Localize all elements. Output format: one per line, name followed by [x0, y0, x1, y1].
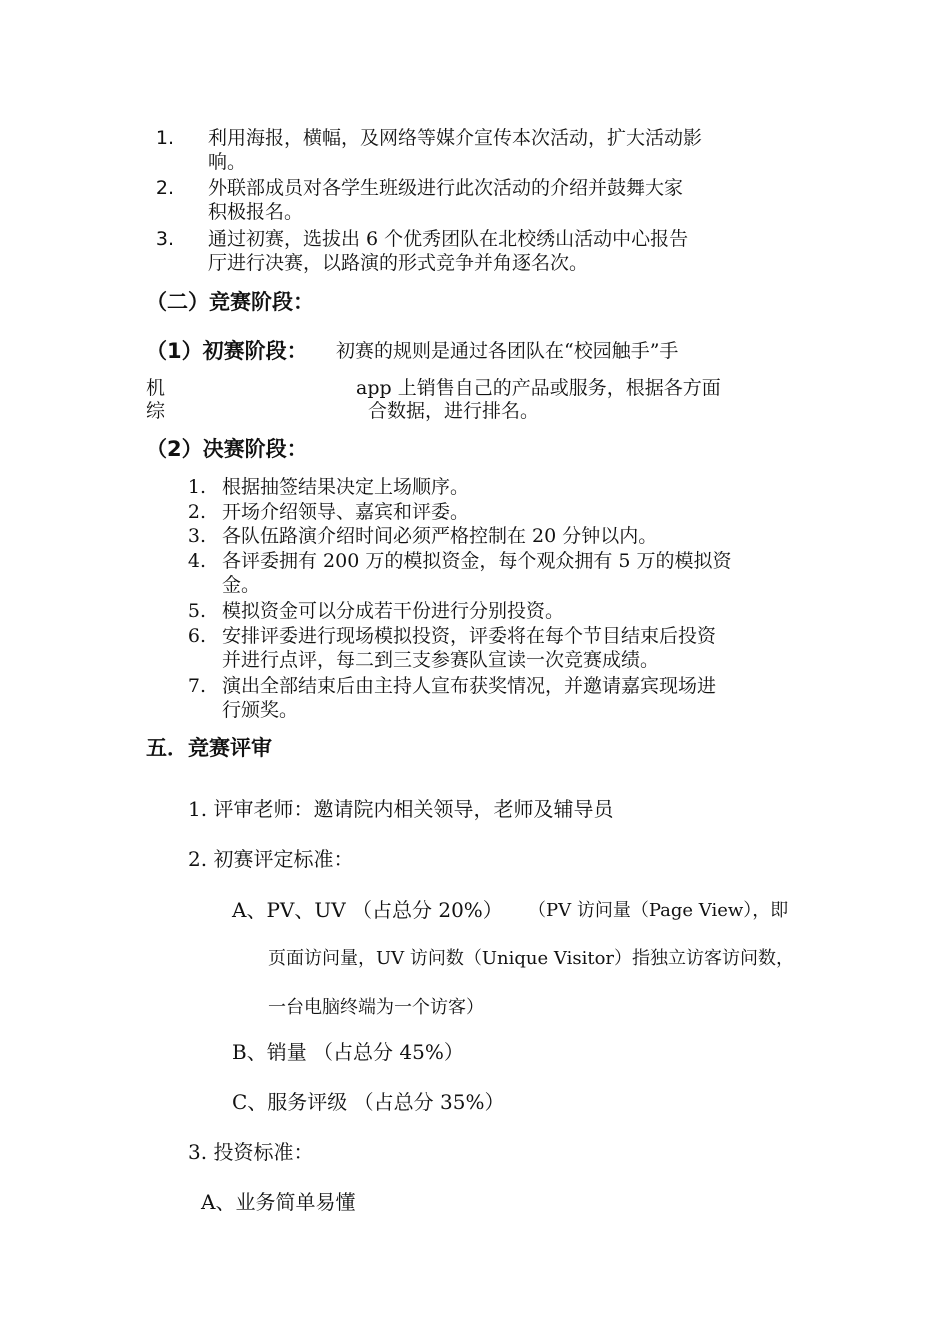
criterion-c: C、服务评级 （占总分 35%） — [232, 1090, 505, 1114]
list-number: 1. — [155, 127, 174, 149]
review-item: 3. 投资标准： — [188, 1140, 314, 1164]
list-number: 3. — [155, 228, 174, 250]
review-item: 1. 评审老师：邀请院内相关领导，老师及辅导员 — [188, 797, 614, 821]
list-item-text: 各队伍路演介绍时间必须严格控制在 20 分钟以内。 — [222, 525, 658, 547]
subsection-heading: （1）初赛阶段： — [146, 339, 308, 363]
list-number: 2. — [155, 177, 174, 199]
list-item-text: 外联部成员对各学生班级进行此次活动的介绍并鼓舞大家 — [208, 177, 684, 199]
list-number: 5. — [187, 600, 206, 622]
list-item-text: 响。 — [208, 151, 247, 173]
list-item-text: 模拟资金可以分成若干份进行分别投资。 — [222, 600, 565, 622]
list-number: 2. — [187, 501, 206, 523]
investment-criterion-a: A、业务简单易懂 — [201, 1190, 356, 1214]
list-number: 6. — [187, 625, 206, 647]
list-item-text: 金。 — [222, 574, 261, 596]
list-item-text: 厅进行决赛，以路演的形式竞争并角逐名次。 — [208, 252, 589, 274]
list-number: 4. — [187, 550, 206, 572]
paragraph-text: 合数据，进行排名。 — [368, 400, 540, 422]
list-number: 7. — [187, 675, 206, 697]
list-item-text: 根据抽签结果决定上场顺序。 — [222, 476, 470, 498]
paragraph-text: 机 — [146, 377, 166, 399]
review-item: 2. 初赛评定标准： — [188, 847, 354, 871]
section-heading: 五．竞赛评审 — [146, 736, 272, 760]
paragraph-text: 综 — [146, 400, 166, 422]
list-item-text: 安排评委进行现场模拟投资，评委将在每个节目结束后投资 — [222, 625, 717, 647]
list-number: 3. — [187, 525, 206, 547]
criterion-b: B、销量 （占总分 45%） — [232, 1040, 464, 1064]
list-item-text: 利用海报，横幅，及网络等媒介宣传本次活动，扩大活动影 — [208, 127, 703, 149]
paragraph-text: 初赛的规则是通过各团队在“校园触手”手 — [336, 340, 679, 362]
criterion-a-note: （PV 访问量（Page View），即 — [528, 900, 789, 921]
paragraph-text: app 上销售自己的产品或服务，根据各方面 — [356, 377, 721, 399]
list-item-text: 开场介绍领导、嘉宾和评委。 — [222, 501, 470, 523]
criterion-a-note: 一台电脑终端为一个访客） — [268, 997, 484, 1018]
list-item-text: 各评委拥有 200 万的模拟资金，每个观众拥有 5 万的模拟资 — [222, 550, 732, 572]
list-item-text: 行颁奖。 — [222, 699, 299, 721]
list-item-text: 积极报名。 — [208, 201, 304, 223]
criterion-a: A、PV、UV （占总分 20%） — [232, 898, 503, 922]
list-number: 1. — [187, 476, 206, 498]
criterion-a-note: 页面访问量，UV 访问数（Unique Visitor）指独立访客访问数， — [268, 948, 795, 969]
list-item-text: 通过初赛，选拔出 6 个优秀团队在北校绣山活动中心报告 — [208, 228, 689, 250]
subsection-heading: （2）决赛阶段： — [146, 437, 308, 461]
list-item-text: 演出全部结束后由主持人宣布获奖情况，并邀请嘉宾现场进 — [222, 675, 717, 697]
list-item-text: 并进行点评，每二到三支参赛队宣读一次竞赛成绩。 — [222, 649, 660, 671]
section-heading: （二）竞赛阶段： — [146, 290, 314, 314]
